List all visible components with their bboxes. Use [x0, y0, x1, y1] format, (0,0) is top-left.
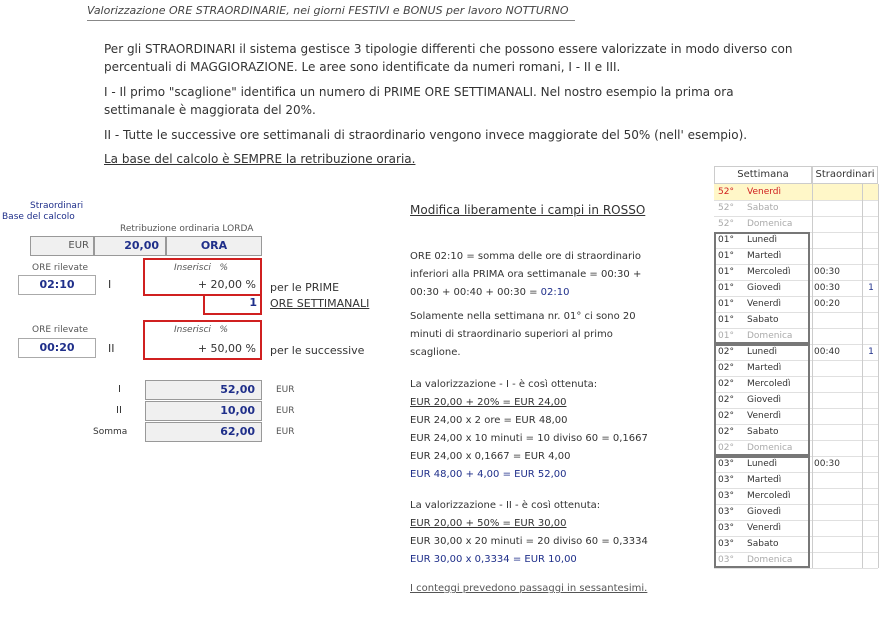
week-number: 03° — [718, 491, 734, 501]
week-number: 52° — [718, 203, 734, 213]
left-label-base: Base del calcolo — [2, 212, 75, 222]
pct-input-2[interactable]: + 50,00 % — [197, 342, 256, 355]
calendar-table — [714, 166, 882, 614]
day-name: Giovedì — [747, 507, 782, 517]
day-name: Sabato — [747, 539, 779, 549]
text-line: Solamente nella settimana nr. 01° ci sono 20 — [410, 311, 636, 322]
extra-hours: 00:40 — [814, 347, 840, 357]
ore-rilevate-label-2: ORE rilevate — [32, 325, 89, 335]
pct-input-1[interactable]: + 20,00 % — [197, 278, 256, 291]
extra-hours: 00:30 — [814, 283, 840, 293]
ore-rilevate-label-1: ORE rilevate — [32, 263, 89, 273]
text-line: EUR 48,00 + 4,00 = EUR 52,00 — [410, 469, 567, 480]
week-number: 01° — [718, 299, 734, 309]
result-i-value: 52,00 — [145, 380, 262, 400]
roman-2: II — [108, 342, 115, 355]
day-name: Venerdì — [747, 411, 781, 421]
text-line: EUR 30,00 x 20 minuti = 20 diviso 60 = 0,3334 — [410, 536, 648, 547]
text-line: 00:30 + 00:40 + 00:30 = 02:10 — [410, 287, 570, 298]
explanation-block-4 — [410, 497, 680, 569]
day-name: Mercoledì — [747, 267, 791, 277]
inserisci-label-1: Inserisci % — [174, 263, 229, 273]
day-name: Mercoledì — [747, 379, 791, 389]
week-number: 01° — [718, 315, 734, 325]
text-line: inferiori alla PRIMA ora settimanale = 00:30 + — [410, 269, 642, 280]
text-line: La valorizzazione - II - è così ottenuta: — [410, 500, 601, 511]
ore-input-2[interactable]: 00:20 — [18, 338, 96, 358]
count-input-1[interactable]: 1 — [249, 296, 257, 309]
week-number: 52° — [718, 219, 734, 229]
week-number: 03° — [718, 475, 734, 485]
roman-1: I — [108, 278, 112, 291]
text-line: EUR 30,00 x 0,3334 = EUR 10,00 — [410, 554, 577, 565]
text-line: EUR 24,00 x 0,1667 = EUR 4,00 — [410, 451, 571, 462]
week-02-frame — [714, 344, 810, 456]
ora-cell: ORA — [166, 236, 262, 256]
day-name: Sabato — [747, 315, 779, 325]
day-name: Domenica — [747, 443, 793, 453]
calendar-header-extra: Straordinari — [812, 166, 878, 184]
week-number: 03° — [718, 459, 734, 469]
calendar-row — [714, 216, 878, 233]
extra-hours: 00:30 — [814, 459, 840, 469]
text-line: EUR 24,00 x 2 ore = EUR 48,00 — [410, 415, 568, 426]
red-box-count-1 — [203, 294, 262, 315]
week-01-frame — [714, 232, 810, 344]
explanation-block-2 — [410, 308, 680, 362]
day-name: Martedì — [747, 251, 782, 261]
somma-eur: EUR — [276, 427, 295, 437]
week-number: 02° — [718, 395, 734, 405]
text-line: EUR 20,00 + 50% = EUR 30,00 — [410, 518, 567, 529]
per-le-successive-label: per le successive — [270, 344, 365, 357]
week-number: 02° — [718, 427, 734, 437]
text-line: EUR 24,00 x 10 minuti = 10 diviso 60 = 0,1667 — [410, 433, 648, 444]
week-number: 01° — [718, 235, 734, 245]
text-line: ORE 02:10 = somma delle ore di straordinario — [410, 251, 642, 262]
day-name: Lunedì — [747, 347, 778, 357]
middle-heading: Modifica liberamente i campi in ROSSO — [410, 203, 646, 217]
week-number: 02° — [718, 411, 734, 421]
explanation-block-3 — [410, 376, 680, 484]
grid-line — [878, 184, 879, 568]
week-number: 01° — [718, 251, 734, 261]
day-name: Lunedì — [747, 459, 778, 469]
conteggi-note: I conteggi prevedono passaggi in sessantesimi. — [410, 583, 648, 594]
ore-settimanali-label: ORE SETTIMANALI — [270, 297, 370, 310]
result-i-eur: EUR — [276, 385, 295, 395]
grid-line — [812, 184, 813, 568]
week-number: 03° — [718, 539, 734, 549]
base-value-cell[interactable]: 20,00 — [94, 236, 166, 256]
week-number: 02° — [718, 347, 734, 357]
somma-label: Somma — [93, 427, 128, 437]
red-box-pct-2 — [143, 320, 262, 360]
week-number: 03° — [718, 555, 734, 565]
day-name: Venerdì — [747, 299, 781, 309]
day-name: Martedì — [747, 363, 782, 373]
eur-label-cell: EUR — [30, 236, 94, 256]
calendar-row — [714, 184, 878, 201]
retribuzione-label: Retribuzione ordinaria LORDA — [120, 224, 254, 234]
ore-input-1[interactable]: 02:10 — [18, 275, 96, 295]
flag-count: 1 — [868, 347, 874, 357]
flag-count: 1 — [868, 283, 874, 293]
day-name: Martedì — [747, 475, 782, 485]
week-number: 02° — [718, 443, 734, 453]
somma-value: 62,00 — [145, 422, 262, 442]
week-number: 02° — [718, 379, 734, 389]
inserisci-label-2: Inserisci % — [174, 325, 229, 335]
day-name: Mercoledì — [747, 491, 791, 501]
text-line: EUR 20,00 + 20% = EUR 24,00 — [410, 397, 567, 408]
result-ii-value: 10,00 — [145, 401, 262, 421]
left-label-straordinari: Straordinari — [30, 201, 84, 211]
intro-paragraph-1: Per gli STRAORDINARI il sistema gestisce 3 tipologie differenti che possono essere valorizzate in modo diverso con percentuali di MAGGIORAZIONE. Le aree sono identificate da numeri romani, I - II e III. — [104, 42, 793, 74]
day-name: Sabato — [747, 203, 779, 213]
week-number: 01° — [718, 283, 734, 293]
day-name: Giovedì — [747, 395, 782, 405]
day-name: Giovedì — [747, 283, 782, 293]
per-le-prime-label: per le PRIME — [270, 281, 340, 294]
day-name: Domenica — [747, 555, 793, 565]
calendar-header-week: Settimana — [714, 166, 812, 184]
week-number: 03° — [718, 523, 734, 533]
intro-paragraph-4: La base del calcolo è SEMPRE la retribuzione oraria. — [104, 152, 416, 166]
result-i-label: I — [118, 384, 121, 395]
result-ii-eur: EUR — [276, 406, 295, 416]
page-title: Valorizzazione ORE STRAORDINARIE, nei giorni FESTIVI e BONUS per lavoro NOTTURNO — [87, 4, 575, 21]
red-box-pct-1 — [143, 258, 262, 296]
week-number: 02° — [718, 363, 734, 373]
grid-line — [862, 184, 863, 568]
text-line: La valorizzazione - I - è così ottenuta: — [410, 379, 598, 390]
week-number: 01° — [718, 267, 734, 277]
extra-hours: 00:20 — [814, 299, 840, 309]
day-name: Venerdì — [747, 187, 781, 197]
week-03-frame — [714, 456, 810, 568]
intro-paragraph-2: I - Il primo "scaglione" identifica un numero di PRIME ORE SETTIMANALI. Nel nostro esempio la prima ora settimanale è maggiorata del 20%. — [104, 85, 734, 117]
explanation-block-1 — [410, 248, 680, 302]
day-name: Domenica — [747, 331, 793, 341]
text-line: scaglione. — [410, 347, 461, 358]
day-name: Lunedì — [747, 235, 778, 245]
day-name: Sabato — [747, 427, 779, 437]
result-ii-label: II — [116, 405, 122, 416]
extra-hours: 00:30 — [814, 267, 840, 277]
intro-paragraph-3: II - Tutte le successive ore settimanali di straordinario vengono invece maggiorate del 50% (nell' esempio). — [104, 128, 748, 142]
day-name: Domenica — [747, 219, 793, 229]
day-name: Venerdì — [747, 523, 781, 533]
week-number: 52° — [718, 187, 734, 197]
week-number: 01° — [718, 331, 734, 341]
text-line: minuti di straordinario superiori al primo — [410, 329, 613, 340]
week-number: 03° — [718, 507, 734, 517]
calendar-row — [714, 200, 878, 217]
